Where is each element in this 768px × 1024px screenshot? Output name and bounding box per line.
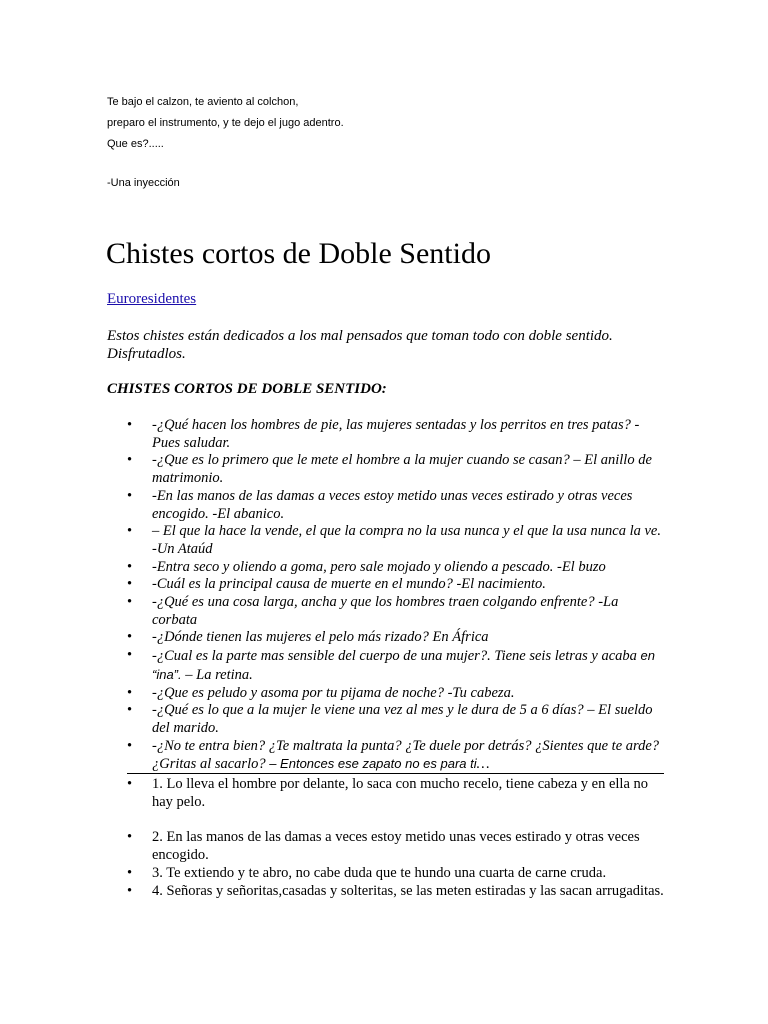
section-subtitle: CHISTES CORTOS DE DOBLE SENTIDO: xyxy=(107,381,387,397)
horizontal-rule xyxy=(127,773,664,774)
list-item: • -Entra seco y oliendo a goma, pero sale mojado y oliendo a pescado. -El buzo xyxy=(152,559,667,577)
list-item: • 1. Lo lleva el hombre por delante, lo saca con mucho recelo, tiene cabeza y en ella no hay pelo. xyxy=(152,776,667,811)
intro-answer: -Una inyección xyxy=(107,177,180,189)
list-item-text-sans: – Entonces ese zapato no es para ti xyxy=(269,756,477,772)
list-item: • 4. Señoras y señoritas,casadas y solteritas, se las meten estiradas y las sacan arrugaditas. xyxy=(152,883,667,901)
intro-line: Que es?..... xyxy=(107,138,164,150)
page-title: Chistes cortos de Doble Sentido xyxy=(106,237,491,270)
list-item xyxy=(152,647,667,684)
list-item: • -¿Qué es lo que a la mujer le viene una vez al mes y le dura de 5 a 6 días? – El sueldo del marido. xyxy=(152,702,667,737)
list-item: • -¿Dónde tienen las mujeres el pelo más rizado? En África xyxy=(152,629,667,647)
intro-riddle xyxy=(107,92,344,194)
joke-list-italic xyxy=(152,417,667,774)
list-item: • -¿Que es peludo y asoma por tu pijama de noche? -Tu cabeza. xyxy=(152,685,667,703)
list-item: • -¿Qué es una cosa larga, ancha y que los hombres traen colgando enfrente? -La corbata xyxy=(152,594,667,629)
list-item-text: -¿Cual es la parte mas sensible del cuerpo de una mujer?. Tiene seis letras y acaba xyxy=(152,648,641,665)
list-item-text-tail: … xyxy=(476,756,490,773)
list-item: • – El que la hace la vende, el que la compra no la usa nunca y el que la usa nunca la ve. -Un Ataúd xyxy=(152,523,667,558)
list-item: • -¿Que es lo primero que le mete el hombre a la mujer cuando se casan? – El anillo de matrimonio. xyxy=(152,452,667,487)
list-item: • -Cuál es la principal causa de muerte en el mundo? -El nacimiento. xyxy=(152,576,667,594)
list-item: • -¿Qué hacen los hombres de pie, las mujeres sentadas y los perritos en tres patas? -Pues saludar. xyxy=(152,417,667,452)
list-item-text: -¿No te entra bien? ¿Te maltrata la punta? ¿Te duele por detrás? ¿Sientes que te arde? ¿Gritas al sacarlo? xyxy=(152,737,660,773)
intro-line: Te bajo el calzon, te aviento al colchon, xyxy=(107,96,299,108)
list-item-text-sans: en “ina”. xyxy=(152,648,655,682)
list-item: • 3. Te extiendo y te abro, no cabe duda que te hundo una cuarta de carne cruda. xyxy=(152,865,667,883)
list-item: • -En las manos de las damas a veces estoy metido unas veces estirado y otras veces encogido. -El abanico. xyxy=(152,488,667,523)
description: Estos chistes están dedicados a los mal pensados que toman todo con doble sentido. Disfrutadlos. xyxy=(107,328,613,362)
list-item: • 2. En las manos de las damas a veces estoy metido unas veces estirado y otras veces encogido. xyxy=(152,829,667,864)
list-item-text-tail: – La retina. xyxy=(181,666,253,683)
source-link[interactable]: Euroresidentes xyxy=(107,291,197,307)
joke-list-numbered xyxy=(152,776,667,900)
intro-line: preparo el instrumento, y te dejo el jugo adentro. xyxy=(107,117,344,129)
list-item xyxy=(152,738,667,774)
